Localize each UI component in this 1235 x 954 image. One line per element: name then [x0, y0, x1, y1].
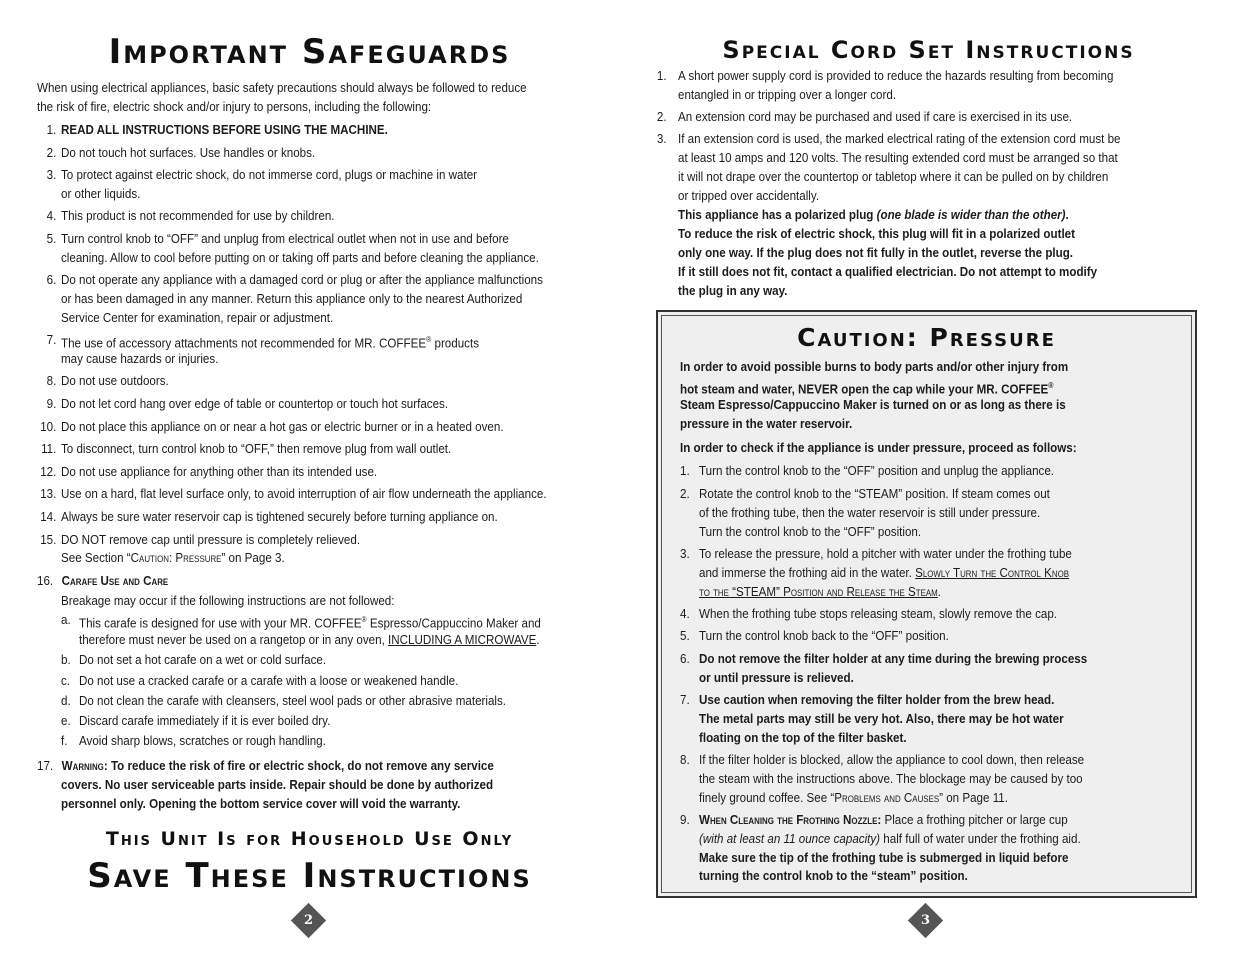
- item-number: 2.: [46, 145, 57, 160]
- caution-pressure-title: Caution: Pressure: [797, 323, 1056, 352]
- carafe-text: therefore must never be used on a rangetop or in any oven,: [79, 632, 389, 647]
- safeguard-text: DO NOT remove cap until pressure is completely relieved.: [61, 532, 361, 547]
- safeguard-line: [61, 144, 315, 163]
- carafe-text: This carafe is designed for use with your MR. COFFEE: [79, 615, 362, 631]
- safeguard-text: Turn control knob to “OFF” and unplug from electrical outlet when not in use and before: [61, 231, 509, 246]
- step-line: of the frothing tube, then the water reservoir is still under pressure.: [699, 505, 1041, 520]
- step-line: When the frothing tube stops releasing steam, slowly remove the cap.: [699, 606, 1058, 621]
- cord-item-number: 1.: [656, 68, 667, 83]
- safeguard-line: [61, 531, 360, 550]
- item-number: 4.: [46, 208, 57, 223]
- cord-item-line: it will not drape over the countertop or tabletop where it can be pulled on by children: [678, 169, 1109, 184]
- item-16-intro: Breakage may occur if the following instructions are not followed:: [61, 593, 395, 608]
- carafe-letter: d.: [61, 693, 71, 708]
- polarized-line: If it still does not fit, contact a qualified electrician. Do not attempt to modify: [678, 264, 1098, 279]
- microwave-underlined: INCLUDING A MICROWAVE: [388, 632, 537, 647]
- safeguard-line: [61, 463, 377, 482]
- step-9-line-3: Make sure the tip of the frothing tube is submerged in liquid before: [699, 850, 1069, 865]
- carafe-line: [79, 692, 506, 711]
- safeguard-text: cleaning. Allow to cool before putting on or taking off parts and before cleaning the appliance.: [61, 250, 539, 265]
- problems-causes-ref: Problems and Causes: [834, 790, 940, 805]
- item-number: 11.: [41, 441, 57, 456]
- caution-warning-line: [680, 358, 1068, 377]
- step-number: 8.: [680, 752, 690, 767]
- step-8-text: finely ground coffee. See “: [699, 790, 835, 805]
- polarized-line-1: [678, 206, 1069, 225]
- registered-mark: ®: [1048, 381, 1054, 390]
- household-use-heading: This Unit Is for Household Use Only: [105, 828, 514, 850]
- item-number: 17.: [37, 758, 54, 773]
- step-8-line-3: [699, 789, 1008, 808]
- safeguard-text: The use of accessory attachments not recommended for MR. COFFEE: [61, 335, 427, 351]
- carafe-line: [79, 611, 541, 633]
- item-number: 3.: [46, 167, 57, 182]
- capacity-italic: (with at least an 11 ounce capacity): [699, 831, 881, 846]
- safeguard-line: [61, 185, 140, 204]
- important-safeguards-title: Important Safeguards: [108, 32, 511, 72]
- cord-item-number: 2.: [656, 109, 667, 124]
- step-number: 3.: [680, 546, 690, 561]
- safeguard-line: [61, 121, 388, 140]
- safeguard-line: [61, 207, 335, 226]
- carafe-line: [79, 672, 458, 691]
- step-9-text: Place a frothing pitcher or large cup: [881, 812, 1068, 827]
- step-3-period: .: [937, 584, 942, 599]
- step-number: 5.: [680, 628, 690, 643]
- step-line: Turn the control knob to the “OFF” position and unplug the appliance.: [699, 463, 1055, 478]
- item-number: 6.: [46, 272, 57, 287]
- warning-label: Warning:: [61, 758, 108, 773]
- step-number: 1.: [680, 463, 690, 478]
- carafe-letter: e.: [61, 713, 71, 728]
- carafe-text: Espresso/Cappuccino Maker and: [366, 615, 541, 631]
- cleaning-nozzle-heading: When Cleaning the Frothing Nozzle:: [699, 812, 882, 827]
- cord-item-line: If an extension cord is used, the marked electrical rating of the extension cord must be: [678, 131, 1121, 146]
- item-number: 16.: [37, 573, 54, 588]
- registered-mark: ®: [361, 615, 367, 624]
- safeguard-line: [61, 309, 333, 328]
- step-9-line-4: turning the control knob to the “steam” position.: [699, 868, 968, 883]
- step-line: The metal parts may still be very hot. Also, there may be hot water: [699, 711, 1064, 726]
- step-line: Use caution when removing the filter holder from the brew head.: [699, 692, 1055, 707]
- carafe-line: [79, 732, 326, 751]
- carafe-letter: f.: [61, 733, 68, 748]
- item-number: 12.: [40, 464, 57, 479]
- safeguard-line: [61, 350, 218, 369]
- safeguard-line: [61, 230, 509, 249]
- page-number-left: 2: [303, 913, 314, 928]
- safeguard-text: Do not use appliance for anything other than its intended use.: [61, 464, 378, 479]
- special-cord-title: Special Cord Set Instructions: [722, 36, 1135, 64]
- item-number: 5.: [46, 231, 57, 246]
- intro-line-2: the risk of fire, electric shock and/or injury to persons, including the following:: [37, 99, 432, 114]
- registered-mark: ®: [426, 335, 432, 344]
- step-9-text: half full of water under the frothing aid.: [880, 831, 1081, 846]
- caution-warning-text: Steam Espresso/Cappuccino Maker is turned on or as long as there is: [680, 397, 1066, 412]
- step-3-line-1: To release the pressure, hold a pitcher with water under the frothing tube: [699, 546, 1072, 561]
- item-17-line-1: [37, 757, 494, 776]
- see-page-text: on Page 3.: [225, 550, 285, 565]
- slowly-turn-underlined: Slowly Turn the Control Knob: [915, 565, 1070, 580]
- step-line: Do not remove the filter holder at any time during the brewing process: [699, 651, 1088, 666]
- caution-pressure-ref: “Caution: Pressure”: [126, 550, 226, 565]
- step-number: 7.: [680, 692, 690, 707]
- safeguard-text: Do not let cord hang over edge of table or countertop or touch hot surfaces.: [61, 396, 449, 411]
- warning-text-1: To reduce the risk of fire or electric shock, do not remove any service: [107, 758, 494, 773]
- step-8-text: ” on Page 11.: [939, 790, 1008, 805]
- step-line: or until pressure is relieved.: [699, 670, 854, 685]
- safeguard-text-tail: products: [431, 335, 479, 351]
- safeguard-text: To protect against electric shock, do not immerse cord, plugs or machine in water: [61, 167, 478, 182]
- safeguard-line: [61, 249, 539, 268]
- cord-item-line: A short power supply cord is provided to reduce the hazards resulting from becoming: [678, 68, 1114, 83]
- caution-warning-line: [680, 396, 1066, 415]
- safeguard-text: Use on a hard, flat level surface only, to avoid interruption of air flow underneath the appliance.: [61, 486, 547, 501]
- item-16-heading: [37, 572, 168, 591]
- cord-item-number: 3.: [656, 131, 667, 146]
- step-3-line-3: [699, 583, 941, 602]
- item-17-line-3: personnel only. Opening the bottom service cover will void the warranty.: [61, 796, 461, 811]
- item-number: 14.: [40, 509, 57, 524]
- caution-warning-text: In order to avoid possible burns to body parts and/or other injury from: [680, 359, 1069, 374]
- caution-warning-text: pressure in the water reservoir.: [680, 416, 853, 431]
- carafe-line-2: [79, 631, 540, 650]
- item-number: 10.: [40, 419, 57, 434]
- carafe-letter: c.: [61, 673, 71, 688]
- safeguard-text: READ ALL INSTRUCTIONS BEFORE USING THE MACHINE.: [61, 122, 388, 137]
- safeguard-text: Service Center for examination, repair or adjustment.: [61, 310, 334, 325]
- cord-item-line: at least 10 amps and 120 volts. The resulting extended cord must be arranged so that: [678, 150, 1118, 165]
- carafe-text: Discard carafe immediately if it is ever boiled dry.: [79, 713, 331, 728]
- caution-warning-line: [680, 415, 852, 434]
- safeguard-line: [61, 166, 477, 185]
- item-number: 7.: [46, 332, 57, 347]
- step-line: floating on the top of the filter basket.: [699, 730, 907, 745]
- polar-period: .: [1065, 207, 1069, 222]
- item-15-see-line: [61, 549, 285, 568]
- safeguard-text: may cause hazards or injuries.: [61, 351, 219, 366]
- item-number: 13.: [40, 486, 57, 501]
- step-line: Turn the control knob to the “OFF” position.: [699, 524, 922, 539]
- safeguard-text: or other liquids.: [61, 186, 141, 201]
- safeguard-line: [61, 271, 543, 290]
- cord-item-line: entangled in or tripping over a longer cord.: [678, 87, 897, 102]
- carafe-letter: a.: [61, 612, 71, 627]
- carafe-heading: Carafe Use and Care: [61, 573, 169, 588]
- intro-line-1: When using electrical appliances, basic safety precautions should always be followed to reduce: [37, 80, 527, 95]
- step-9-line-1: [699, 811, 1068, 830]
- cord-item-line: or tripped over accidentally.: [678, 188, 820, 203]
- safeguard-text: Do not place this appliance on or near a hot gas or electric burner or in a heated oven.: [61, 419, 504, 434]
- step-3-text: and immerse the frothing aid in the water.: [699, 565, 916, 580]
- safeguard-line: [61, 440, 451, 459]
- step-8-line-1: If the filter holder is blocked, allow the appliance to cool down, then release: [699, 752, 1085, 767]
- step-number: 9.: [680, 812, 690, 827]
- safeguard-text: Always be sure water reservoir cap is tightened securely before turning appliance on.: [61, 509, 498, 524]
- carafe-line: [79, 712, 330, 731]
- item-number: 15.: [40, 532, 57, 547]
- carafe-text: Do not use a cracked carafe or a carafe with a loose or weakened handle.: [79, 673, 459, 688]
- carafe-text: Do not set a hot carafe on a wet or cold surface.: [79, 652, 327, 667]
- carafe-text: Do not clean the carafe with cleansers, steel wool pads or other abrasive materials.: [79, 693, 507, 708]
- polar-italic: (one blade is wider than the other): [876, 207, 1066, 222]
- safeguard-line: [61, 508, 498, 527]
- step-line: Rotate the control knob to the “STEAM” position. If steam comes out: [699, 486, 1050, 501]
- save-instructions-heading: Save These Instructions: [87, 856, 532, 896]
- carafe-period: .: [536, 632, 540, 647]
- polarized-line: the plug in any way.: [678, 283, 788, 298]
- polarized-line: only one way. If the plug does not fit fully in the outlet, reverse the plug.: [678, 245, 1074, 260]
- caution-check-line: In order to check if the appliance is under pressure, proceed as follows:: [680, 440, 1077, 455]
- safeguard-line: [61, 372, 169, 391]
- step-number: 4.: [680, 606, 690, 621]
- safeguard-line: [61, 485, 547, 504]
- safeguard-text: Do not touch hot surfaces. Use handles or knobs.: [61, 145, 316, 160]
- step-9-line-2: [699, 830, 1081, 849]
- safeguard-text: Do not use outdoors.: [61, 373, 169, 388]
- safeguard-text: or has been damaged in any manner. Return this appliance only to the nearest Authorized: [61, 291, 523, 306]
- caution-pressure-box: [656, 310, 1197, 898]
- release-steam-underlined: to the “STEAM” Position and Release the Steam: [699, 584, 938, 599]
- see-section-text: See Section: [61, 550, 127, 565]
- item-number: 9.: [46, 396, 57, 411]
- safeguard-line: [61, 418, 504, 437]
- item-number: 8.: [46, 373, 57, 388]
- safeguard-text: To disconnect, turn control knob to “OFF,” then remove plug from wall outlet.: [61, 441, 452, 456]
- item-17-line-2: covers. No user serviceable parts inside. Repair should be done by authorized: [61, 777, 494, 792]
- step-number: 2.: [680, 486, 690, 501]
- cord-item-line: An extension cord may be purchased and used if care is exercised in its use.: [678, 109, 1073, 124]
- safeguard-line: [61, 395, 448, 414]
- polar-text: This appliance has a polarized plug: [678, 207, 877, 222]
- safeguard-text: Do not operate any appliance with a damaged cord or plug or after the appliance malfunctions: [61, 272, 543, 287]
- step-line: Turn the control knob back to the “OFF” position.: [699, 628, 949, 643]
- safeguard-line: [61, 290, 522, 309]
- step-number: 6.: [680, 651, 690, 666]
- carafe-letter: b.: [61, 652, 71, 667]
- caution-warning-text: hot steam and water, NEVER open the cap while your MR. COFFEE: [680, 381, 1049, 397]
- page-number-right: 3: [920, 913, 931, 928]
- step-3-line-2: [699, 564, 1069, 583]
- item-number: 1.: [46, 122, 57, 137]
- carafe-text: Avoid sharp blows, scratches or rough handling.: [79, 733, 326, 748]
- polarized-line: To reduce the risk of electric shock, this plug will fit in a polarized outlet: [678, 226, 1076, 241]
- carafe-line: [79, 651, 326, 670]
- safeguard-text: This product is not recommended for use by children.: [61, 208, 335, 223]
- step-8-line-2: the steam with the instructions above. The blockage may be caused by too: [699, 771, 1083, 786]
